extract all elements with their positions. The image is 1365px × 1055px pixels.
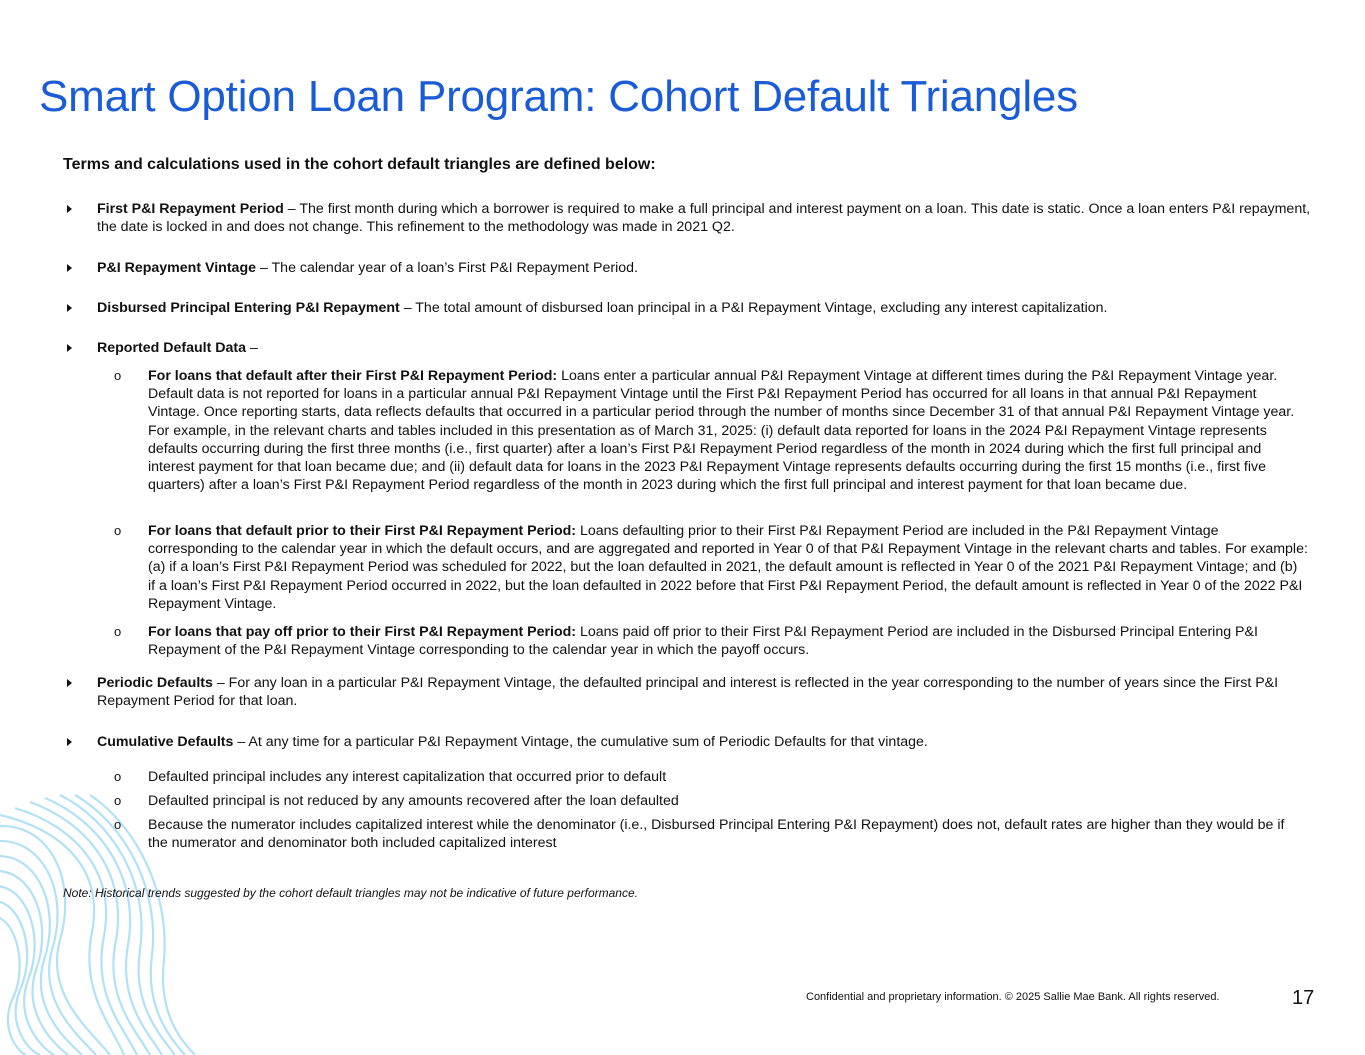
definition: – The calendar year of a loan’s First P&I Repayment Period. [256,260,638,276]
sub-text: Loans enter a particular annual P&I Repayment Vintage at different times during the P&I Repayment Vintage year. Default data is not reported for loans in a particular annual P&I Repayment Vintage until the First P&I Repayment Period has occurred for all loans in that annual P&I Repayment Vintage. Once reporting starts, data reflects defaults that occurred in a particular period through the number of months since December 31 of that annual P&I Repayment Vintage year. For example, in the relevant charts and tables included in this presentation as of March 31, 2025: (i) default data reported for loans in the 2024 P&I Repayment Vintage represents defaults occurring during the first three months (i.e., first quarter) after a loan’s First P&I Repayment Period regardless of the month in 2024 during which the first full principal and interest payment for that loan became due; and (ii) default data for loans in the 2023 P&I Repayment Vintage represents defaults occurring during the first 15 months (i.e., first five quarters) after a loan’s First P&I Repayment Period regardless of the month in 2023 during which the first full principal and interest payment for that loan became due. [148,368,1295,494]
copyright-footer: Confidential and proprietary information. © 2025 Sallie Mae Bank. All rights reserved. [806,991,1220,1003]
term: Cumulative Defaults [97,734,234,750]
sub-item-default-after [114,367,1308,494]
sub-text: Loans defaulting prior to their First P&I Repayment Period are included in the P&I Repayment Vintage corresponding to the calendar year in which the default occurs, and are aggregated and reported in Year 0 of that P&I Repayment Vintage in the relevant charts and tables. For example: (a) if a loan’s First P&I Repayment Period was scheduled for 2022, but the loan defaulted in 2021, the default amount is reflected in Year 0 of the 2021 P&I Repayment Vintage; and (b) if a loan’s First P&I Repayment Period occurred in 2022, but the loan defaulted in 2022 before that First P&I Repayment Period, the default amount is reflected in Year 0 of the 2022 P&I Repayment Vintage. [148,523,1308,612]
footnote: Note: Historical trends suggested by the cohort default triangles may not be indicative of future performance. [63,886,638,900]
sub-text: Loans paid off prior to their First P&I Repayment Period are included in the Disbursed Principal Entering P&I Repayment of the P&I Repayment Vintage corresponding to the calendar year in which the payoff occurs. [148,624,1258,659]
cumulative-note-recoveries [114,792,1308,810]
arrow-bullet-icon [67,264,72,272]
sub-item-default-prior [114,522,1308,613]
definition: – The first month during which a borrower is required to make a full principal and interest payment on a loan. This date is static. Once a loan enters P&I repayment, the date is locked in and does not change. This refinement to the methodology was made in 2021 Q2. [97,201,1311,236]
term: First P&I Repayment Period [97,201,284,217]
definition: – [246,340,258,356]
circle-bullet: o [114,817,122,832]
sub-term: For loans that pay off prior to their First P&I Repayment Period: [148,624,577,640]
arrow-bullet-icon [67,205,72,213]
arrow-bullet-icon [67,304,72,312]
cumulative-note-capitalization [114,768,1308,786]
intro-heading: Terms and calculations used in the cohort default triangles are defined below: [63,156,656,173]
definition-pi-repayment-vintage [97,259,1312,277]
sub-item-pay-off-prior [114,623,1308,659]
term: Reported Default Data [97,340,246,356]
definition: – For any loan in a particular P&I Repayment Vintage, the defaulted principal and interest is reflected in the year corresponding to the number of years since the First P&I Repayment Period for that loan. [97,675,1279,710]
page-title: Smart Option Loan Program: Cohort Default Triangles [39,72,1078,121]
definition-cumulative-defaults [97,733,1312,751]
circle-bullet: o [114,523,122,538]
cumulative-note-numerator [114,816,1308,852]
circle-bullet: o [114,793,122,808]
term: Disbursed Principal Entering P&I Repayment [97,300,400,316]
sub-text: Because the numerator includes capitalized interest while the denominator (i.e., Disbursed Principal Entering P&I Repayment) does not, default rates are higher than they would be if the numerator and denominator both included capitalized interest [148,817,1285,852]
definition: – At any time for a particular P&I Repayment Vintage, the cumulative sum of Periodic Defaults for that vintage. [233,734,928,750]
circle-bullet: o [114,624,122,639]
definition-periodic-defaults [97,674,1312,710]
circle-bullet: o [114,368,122,383]
arrow-bullet-icon [67,738,72,746]
term: Periodic Defaults [97,675,213,691]
definition: – The total amount of disbursed loan principal in a P&I Repayment Vintage, excluding any interest capitalization. [399,300,1108,316]
definition-disbursed-principal [97,299,1312,317]
sub-term: For loans that default after their First P&I Repayment Period: [148,368,558,384]
arrow-bullet-icon [67,679,72,687]
term: P&I Repayment Vintage [97,260,256,276]
circle-bullet: o [114,769,122,784]
sub-term: For loans that default prior to their First P&I Repayment Period: [148,523,577,539]
page-number: 17 [1292,987,1315,1009]
sub-text: Defaulted principal includes any interest capitalization that occurred prior to default [148,769,667,785]
definition-reported-default-data [97,339,1312,357]
definition-first-pi-repayment-period [97,200,1312,236]
arrow-bullet-icon [67,344,72,352]
sub-text: Defaulted principal is not reduced by any amounts recovered after the loan defaulted [148,793,679,809]
